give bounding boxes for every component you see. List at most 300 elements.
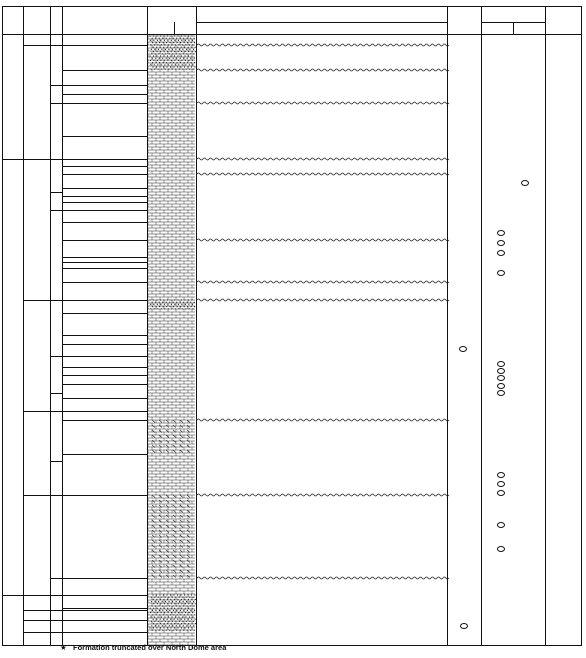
lithology-dot bbox=[193, 625, 194, 626]
lithology-dot bbox=[181, 627, 182, 628]
lithology-dot bbox=[166, 610, 167, 611]
lithology-dot bbox=[162, 302, 163, 303]
lithology-dot bbox=[171, 304, 172, 305]
lithology-dot bbox=[168, 308, 169, 309]
lithology-dot bbox=[155, 58, 156, 59]
lithology-dot bbox=[160, 47, 161, 48]
lithology-dot bbox=[182, 44, 183, 45]
unconformity-line bbox=[197, 419, 449, 421]
lithology-dot bbox=[194, 42, 195, 43]
lithology-stroke bbox=[187, 540, 190, 543]
lithology-dot bbox=[166, 302, 167, 303]
lithology-dot bbox=[160, 608, 161, 609]
lithology-dot bbox=[194, 302, 195, 303]
lithology-dot bbox=[165, 597, 166, 598]
lithology-dot bbox=[162, 625, 163, 626]
lithology-dot bbox=[194, 630, 195, 631]
lithology-stroke bbox=[166, 510, 169, 513]
lithology-dot bbox=[158, 69, 159, 70]
lithology-dot bbox=[188, 40, 189, 41]
lithology-stroke bbox=[173, 435, 176, 438]
lithology-dot bbox=[168, 69, 169, 70]
footnote bbox=[60, 644, 226, 652]
lithology-dot bbox=[191, 35, 192, 36]
lithology-dot bbox=[178, 608, 179, 609]
lithology-dot bbox=[183, 53, 184, 54]
lithology-dot bbox=[159, 594, 160, 595]
lithology-dot bbox=[163, 614, 164, 615]
lithology-dot bbox=[177, 619, 178, 620]
lithology-dot bbox=[178, 51, 179, 52]
lithology-dot bbox=[152, 306, 153, 307]
lithology-dot bbox=[189, 44, 190, 45]
lithology-dot bbox=[188, 51, 189, 52]
lithology-dot bbox=[173, 302, 174, 303]
lithology-dot bbox=[159, 306, 160, 307]
lithology-dot bbox=[151, 601, 152, 602]
lithology-dot bbox=[174, 40, 175, 41]
lithology-dot bbox=[161, 49, 162, 50]
lithology-dot bbox=[170, 55, 171, 56]
lithology-dot bbox=[156, 42, 157, 43]
lithology-stroke bbox=[180, 525, 183, 528]
lithology-dot bbox=[192, 612, 193, 613]
lithology-dot bbox=[155, 53, 156, 54]
lithology-stroke bbox=[166, 555, 169, 558]
lithology-dot bbox=[171, 64, 172, 65]
reservoir-circle bbox=[497, 383, 505, 389]
lithology-dot bbox=[169, 53, 170, 54]
lithology-dot bbox=[174, 304, 175, 305]
lithology-dot bbox=[188, 47, 189, 48]
lithology-dot bbox=[153, 608, 154, 609]
lithology-dot bbox=[183, 605, 184, 606]
lithology-dot bbox=[184, 627, 185, 628]
lithology-dot bbox=[171, 616, 172, 617]
lithology-dot bbox=[191, 55, 192, 56]
unconformity-line bbox=[197, 299, 449, 301]
lithology-dot bbox=[182, 64, 183, 65]
lithology-dot bbox=[169, 38, 170, 39]
lithology-dot bbox=[155, 610, 156, 611]
lithology-dot bbox=[173, 614, 174, 615]
lithology-dot bbox=[180, 306, 181, 307]
lithology-dot bbox=[163, 42, 164, 43]
lithology-dot bbox=[150, 608, 151, 609]
reservoir-circle bbox=[497, 250, 505, 256]
lithology-dot bbox=[167, 603, 168, 604]
lithology-dot bbox=[181, 603, 182, 604]
lithology-dot bbox=[164, 612, 165, 613]
lithology-dot bbox=[160, 299, 161, 300]
reservoir-circle bbox=[497, 270, 505, 276]
lithology-dot bbox=[149, 35, 150, 36]
lithology-dot bbox=[187, 62, 188, 63]
lithology-dot bbox=[163, 299, 164, 300]
lithology-dot bbox=[172, 49, 173, 50]
lithology-dot bbox=[166, 66, 167, 67]
lithology-dot bbox=[177, 299, 178, 300]
lithology-dot bbox=[159, 62, 160, 63]
lithology-dot bbox=[182, 49, 183, 50]
lithology-dot bbox=[188, 60, 189, 61]
lithology-dot bbox=[159, 610, 160, 611]
lithology-dot bbox=[174, 55, 175, 56]
lithology-dot bbox=[150, 60, 151, 61]
lithology-dot bbox=[187, 302, 188, 303]
lithology-stroke bbox=[180, 435, 183, 438]
lithology-dot bbox=[178, 64, 179, 65]
lithology-dot bbox=[163, 62, 164, 63]
lithology-dot bbox=[169, 58, 170, 59]
lithology-dot bbox=[163, 47, 164, 48]
lithology-dot bbox=[190, 625, 191, 626]
lithology-dot bbox=[193, 69, 194, 70]
lithology-dot bbox=[179, 53, 180, 54]
reservoir-circle bbox=[521, 180, 529, 186]
lithology-dot bbox=[151, 605, 152, 606]
lithology-dot bbox=[181, 60, 182, 61]
lithology-dot bbox=[157, 44, 158, 45]
lithology-dot bbox=[194, 38, 195, 39]
lithology-dot bbox=[154, 597, 155, 598]
lithology-dot bbox=[184, 42, 185, 43]
lithology-dot bbox=[176, 53, 177, 54]
lithology-stroke bbox=[173, 510, 176, 513]
lithology-dot bbox=[194, 614, 195, 615]
lithology-dot bbox=[167, 623, 168, 624]
lithology-dot bbox=[175, 308, 176, 309]
lithology-dot bbox=[158, 53, 159, 54]
lithology-stroke bbox=[152, 435, 155, 438]
unconformity-line bbox=[197, 281, 449, 283]
reservoir-circle bbox=[497, 375, 505, 381]
lithology-dot bbox=[177, 47, 178, 48]
lithology-dot bbox=[184, 299, 185, 300]
lithology-dot bbox=[171, 623, 172, 624]
lithology-dot bbox=[172, 69, 173, 70]
lithology-dot bbox=[173, 42, 174, 43]
lithology-stroke bbox=[173, 570, 176, 573]
lithology-stroke bbox=[159, 525, 162, 528]
lithology-dot bbox=[185, 608, 186, 609]
lithology-dot bbox=[163, 627, 164, 628]
lithology-dot bbox=[155, 630, 156, 631]
lithology-dot bbox=[166, 58, 167, 59]
lithology-dot bbox=[157, 623, 158, 624]
lithology-dot bbox=[149, 627, 150, 628]
lithology-dot bbox=[155, 601, 156, 602]
lithology-dot bbox=[168, 612, 169, 613]
lithology-dot bbox=[164, 60, 165, 61]
lithology-dot bbox=[151, 49, 152, 50]
lithology-dot bbox=[160, 60, 161, 61]
lithology-dot bbox=[153, 627, 154, 628]
lithology-dot bbox=[178, 308, 179, 309]
lithology-dot bbox=[186, 605, 187, 606]
lithology-dot bbox=[178, 603, 179, 604]
lithology-dot bbox=[182, 597, 183, 598]
lithology-dot bbox=[160, 40, 161, 41]
lithology-stroke bbox=[152, 570, 155, 573]
lithology-dot bbox=[176, 625, 177, 626]
lithology-stroke bbox=[152, 420, 155, 423]
lithology-dot bbox=[183, 58, 184, 59]
lithology-dot bbox=[153, 599, 154, 600]
lithology-dot bbox=[152, 594, 153, 595]
lithology-dot bbox=[194, 610, 195, 611]
lithology-dot bbox=[191, 47, 192, 48]
lithology-dot bbox=[175, 621, 176, 622]
lithology-dot bbox=[188, 603, 189, 604]
unconformity-line bbox=[197, 44, 449, 46]
lithology-dot bbox=[193, 597, 194, 598]
lithology-stroke bbox=[173, 495, 176, 498]
lithology-dot bbox=[170, 614, 171, 615]
lithology-dot bbox=[154, 308, 155, 309]
lithology-dot bbox=[161, 44, 162, 45]
lithology-dot bbox=[188, 55, 189, 56]
lithology-dot bbox=[193, 605, 194, 606]
footnote-star: ★ bbox=[60, 643, 67, 652]
lithology-dot bbox=[179, 69, 180, 70]
lithology-dot bbox=[157, 608, 158, 609]
lithology-dot bbox=[187, 630, 188, 631]
reservoir-circle bbox=[497, 368, 505, 374]
lithology-dot bbox=[157, 64, 158, 65]
unconformity-line bbox=[197, 577, 449, 579]
lithology-dot bbox=[171, 44, 172, 45]
lithology-dot bbox=[152, 58, 153, 59]
lithology-dot bbox=[150, 64, 151, 65]
lithology-dot bbox=[157, 304, 158, 305]
unconformity-line bbox=[197, 158, 449, 160]
lithology-dot bbox=[170, 62, 171, 63]
lithology-stroke bbox=[152, 555, 155, 558]
lithology-stroke bbox=[173, 540, 176, 543]
lithology-dot bbox=[179, 597, 180, 598]
lithology-dot bbox=[181, 299, 182, 300]
lithology-dot bbox=[153, 40, 154, 41]
lithology-dot bbox=[178, 612, 179, 613]
lithology-dot bbox=[171, 612, 172, 613]
lithology-dot bbox=[176, 601, 177, 602]
lithology-dot bbox=[185, 304, 186, 305]
lithology-stroke bbox=[152, 510, 155, 513]
lithology-dot bbox=[195, 47, 196, 48]
lithology-stroke bbox=[187, 570, 190, 573]
lithology-stroke bbox=[159, 510, 162, 513]
lithology-dot bbox=[160, 627, 161, 628]
lithology-dot bbox=[167, 55, 168, 56]
lithology-dot bbox=[170, 42, 171, 43]
lithology-dot bbox=[158, 625, 159, 626]
lithology-dot bbox=[175, 69, 176, 70]
lithology-dot bbox=[154, 612, 155, 613]
lithology-dot bbox=[177, 66, 178, 67]
lithology-dot bbox=[184, 614, 185, 615]
lithology-dot bbox=[171, 60, 172, 61]
lithology-dot bbox=[160, 599, 161, 600]
lithology-dot bbox=[188, 35, 189, 36]
lithology-dot bbox=[159, 42, 160, 43]
lithology-dot bbox=[159, 630, 160, 631]
lithology-dot bbox=[183, 38, 184, 39]
lithology-dot bbox=[167, 35, 168, 36]
lithology-dot bbox=[185, 40, 186, 41]
lithology-dot bbox=[176, 58, 177, 59]
lithology-dot bbox=[157, 51, 158, 52]
lithology-dot bbox=[191, 306, 192, 307]
lithology-dot bbox=[165, 69, 166, 70]
lithology-dot bbox=[178, 60, 179, 61]
lithology-dot bbox=[153, 60, 154, 61]
lithology-dot bbox=[191, 627, 192, 628]
lithology-dot bbox=[169, 605, 170, 606]
lithology-stroke bbox=[180, 570, 183, 573]
lithology-dot bbox=[174, 60, 175, 61]
lithology-dot bbox=[173, 306, 174, 307]
lithology-stroke bbox=[166, 525, 169, 528]
lithology-dot bbox=[165, 625, 166, 626]
lithology-stroke bbox=[152, 525, 155, 528]
lithology-dot bbox=[151, 53, 152, 54]
lithology-dot bbox=[174, 627, 175, 628]
lithology-dot bbox=[160, 35, 161, 36]
lithology-stroke bbox=[173, 420, 176, 423]
lithology-dot bbox=[170, 594, 171, 595]
lithology-dot bbox=[174, 47, 175, 48]
lithology-dot bbox=[152, 630, 153, 631]
lithology-dot bbox=[155, 625, 156, 626]
lithology-stroke bbox=[180, 450, 183, 453]
reservoir-circle bbox=[497, 481, 505, 487]
lithology-dot bbox=[180, 62, 181, 63]
lithology-dot bbox=[175, 597, 176, 598]
lithology-dot bbox=[177, 55, 178, 56]
lithology-dot bbox=[171, 40, 172, 41]
lithology-dot bbox=[156, 306, 157, 307]
lithology-dot bbox=[194, 62, 195, 63]
lithology-dot bbox=[189, 49, 190, 50]
lithology-dot bbox=[188, 619, 189, 620]
lithology-dot bbox=[180, 42, 181, 43]
lithology-dot bbox=[170, 35, 171, 36]
lithology-dot bbox=[167, 40, 168, 41]
lithology-stroke bbox=[159, 495, 162, 498]
lithology-dot bbox=[168, 621, 169, 622]
lithology-dot bbox=[190, 38, 191, 39]
lithology-dot bbox=[190, 302, 191, 303]
lithology-dot bbox=[170, 47, 171, 48]
lithology-dot bbox=[159, 38, 160, 39]
lithology-dot bbox=[183, 625, 184, 626]
lithology-dot bbox=[168, 616, 169, 617]
lithology-dot bbox=[165, 621, 166, 622]
lithology-dot bbox=[164, 44, 165, 45]
lithology-dot bbox=[177, 62, 178, 63]
lithology-dot bbox=[177, 614, 178, 615]
lithology-dot bbox=[154, 64, 155, 65]
lithology-dot bbox=[192, 44, 193, 45]
lithology-dot bbox=[158, 605, 159, 606]
lithology-dot bbox=[163, 306, 164, 307]
lithology-dot bbox=[172, 625, 173, 626]
lithology-dot bbox=[155, 302, 156, 303]
reservoir-circle bbox=[459, 346, 467, 352]
lithology-dot bbox=[193, 601, 194, 602]
lithology-stroke bbox=[187, 450, 190, 453]
lithology-dot bbox=[150, 40, 151, 41]
lithology-dot bbox=[181, 608, 182, 609]
lithology-dot bbox=[176, 302, 177, 303]
lithology-dot bbox=[182, 612, 183, 613]
lithology-dot bbox=[177, 594, 178, 595]
lithology-dot bbox=[178, 304, 179, 305]
lithology-dot bbox=[167, 304, 168, 305]
lithology-dot bbox=[163, 35, 164, 36]
lithology-dot bbox=[194, 66, 195, 67]
lithology-stroke bbox=[173, 555, 176, 558]
lithology-dot bbox=[177, 627, 178, 628]
lithology-dot bbox=[190, 601, 191, 602]
lithology-dot bbox=[177, 599, 178, 600]
lithology-dot bbox=[156, 619, 157, 620]
lithology-dot bbox=[172, 621, 173, 622]
lithology-dot bbox=[180, 614, 181, 615]
lithology-dot bbox=[161, 612, 162, 613]
lithology-dot bbox=[181, 619, 182, 620]
lithology-dot bbox=[189, 64, 190, 65]
lithology-dot bbox=[166, 306, 167, 307]
lithology-dot bbox=[152, 610, 153, 611]
lithology-dot bbox=[182, 621, 183, 622]
lithology-dot bbox=[166, 594, 167, 595]
lithology-dot bbox=[176, 605, 177, 606]
lithology-dot bbox=[154, 44, 155, 45]
lithology-dot bbox=[188, 627, 189, 628]
lithology-dot bbox=[174, 35, 175, 36]
lithology-stroke bbox=[187, 420, 190, 423]
lithology-dot bbox=[174, 299, 175, 300]
lithology-dot bbox=[180, 38, 181, 39]
lithology-dot bbox=[170, 599, 171, 600]
lithology-dot bbox=[185, 603, 186, 604]
lithology-dot bbox=[176, 630, 177, 631]
lithology-dot bbox=[153, 299, 154, 300]
lithology-dot bbox=[191, 299, 192, 300]
lithology-dot bbox=[163, 594, 164, 595]
lithology-dot bbox=[165, 53, 166, 54]
lithology-dot bbox=[159, 66, 160, 67]
lithology-stroke bbox=[166, 450, 169, 453]
lithology-dot bbox=[173, 66, 174, 67]
lithology-dot bbox=[166, 614, 167, 615]
lithology-dot bbox=[178, 44, 179, 45]
lithology-dot bbox=[158, 621, 159, 622]
lithology-dot bbox=[188, 608, 189, 609]
lithology-dot bbox=[161, 597, 162, 598]
lithology-dot bbox=[150, 44, 151, 45]
lithology-dot bbox=[158, 601, 159, 602]
lithology-dot bbox=[180, 66, 181, 67]
lithology-dot bbox=[194, 306, 195, 307]
lithology-stroke bbox=[166, 420, 169, 423]
lithology-dot bbox=[156, 299, 157, 300]
lithology-dot bbox=[175, 49, 176, 50]
lithology-dot bbox=[151, 621, 152, 622]
lithology-dot bbox=[191, 42, 192, 43]
